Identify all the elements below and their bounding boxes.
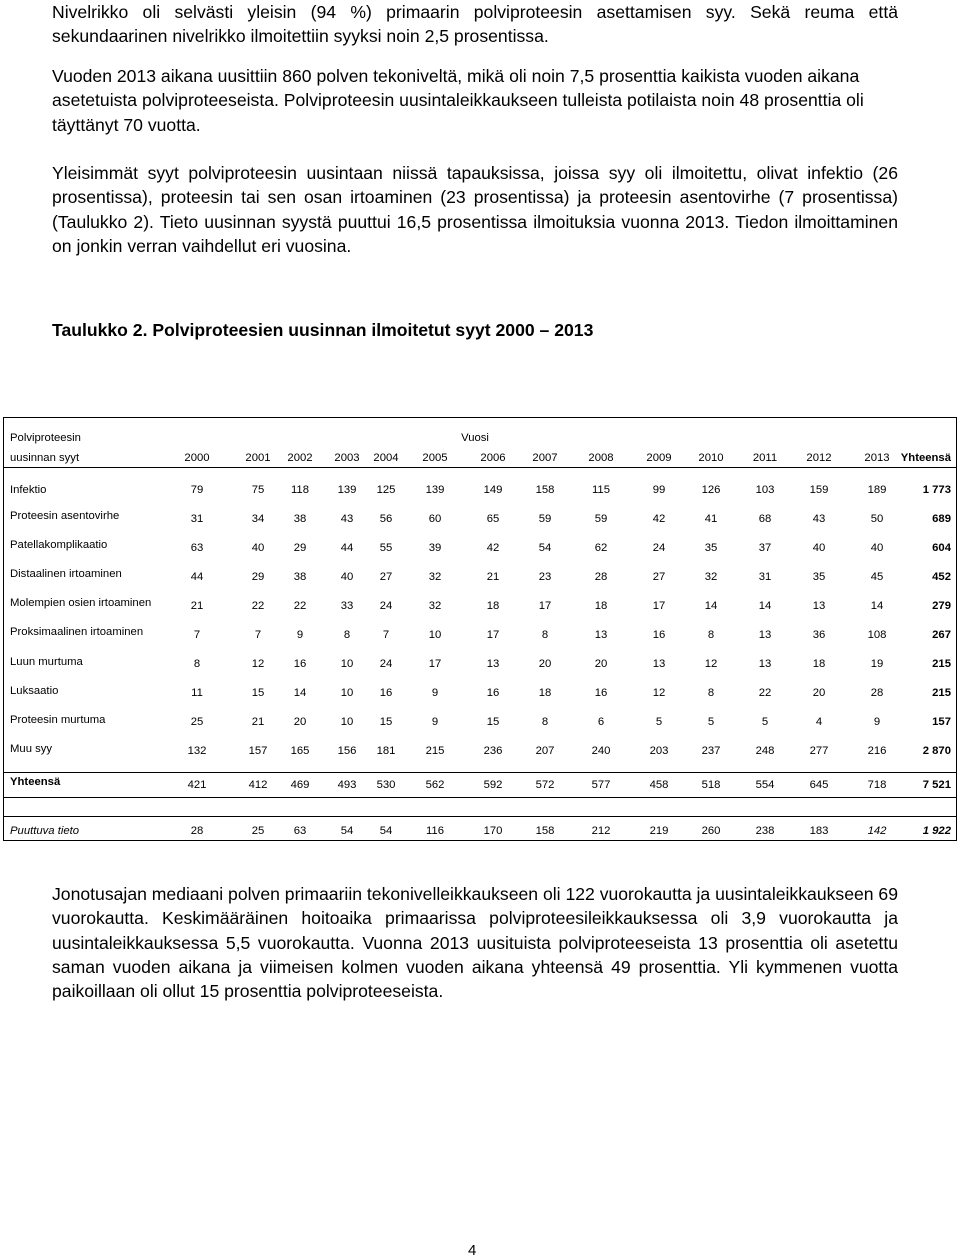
table-row-value: 5: [707, 716, 715, 728]
table-row-value: 10: [428, 629, 442, 641]
table-row-label: Distaalinen irtoaminen: [10, 568, 122, 580]
table-row-value: 158: [535, 484, 555, 496]
header-year: 2002: [287, 452, 313, 464]
header-year: 2011: [752, 452, 778, 464]
table-row-total: 1 773: [922, 484, 951, 496]
table-row-value: 20: [812, 687, 826, 699]
table-row-value: 17: [538, 600, 552, 612]
table-row-value: 40: [870, 542, 884, 554]
total-row-value: 469: [290, 779, 310, 791]
table-row-value: 12: [251, 658, 265, 670]
total-divider-top: [4, 772, 956, 773]
header-year-group: Vuosi: [461, 432, 489, 444]
table-row-value: 216: [867, 745, 887, 757]
table-row-value: 8: [343, 629, 351, 641]
table-row-value: 29: [293, 542, 307, 554]
table-row-value: 32: [704, 571, 718, 583]
page-number: 4: [468, 1242, 477, 1259]
table-row-value: 79: [190, 484, 204, 496]
table-caption: Taulukko 2. Polviproteesien uusinnan ilmoitetut syyt 2000 – 2013: [52, 320, 594, 340]
table-row-value: 27: [652, 571, 666, 583]
missing-row-label: Puuttuva tieto: [10, 825, 80, 837]
table-row-value: 38: [293, 513, 307, 525]
missing-row-value: 183: [809, 825, 829, 837]
table-row-value: 39: [428, 542, 442, 554]
table-row-value: 24: [379, 658, 393, 670]
total-row-value: 493: [337, 779, 357, 791]
total-divider-bottom: [4, 797, 956, 798]
missing-row-value: 54: [340, 825, 354, 837]
total-row-value: 562: [425, 779, 445, 791]
table-row-value: 16: [486, 687, 500, 699]
table-row-total: 279: [932, 600, 951, 612]
table-row-value: 40: [812, 542, 826, 554]
table-row-value: 19: [870, 658, 884, 670]
table-row-value: 5: [655, 716, 663, 728]
table-row-label: Patellakomplikaatio: [10, 539, 108, 551]
table-row-value: 277: [809, 745, 829, 757]
table-row-value: 8: [541, 629, 549, 641]
table-row-value: 44: [190, 571, 204, 583]
table-row-value: 28: [870, 687, 884, 699]
table-row-total: 157: [932, 716, 951, 728]
table-row-value: 43: [340, 513, 354, 525]
table-row-value: 240: [591, 745, 611, 757]
table-row-value: 55: [379, 542, 393, 554]
table-row-value: 12: [652, 687, 666, 699]
table-row-value: 12: [704, 658, 718, 670]
table-row-value: 22: [293, 600, 307, 612]
table-row-value: 22: [758, 687, 772, 699]
table-row-value: 189: [867, 484, 887, 496]
missing-row-value: 116: [425, 825, 445, 837]
total-row-total: 7 521: [922, 779, 951, 791]
table-row-value: 35: [704, 542, 718, 554]
header-year: 2010: [698, 452, 724, 464]
table-row-total: 689: [932, 513, 951, 525]
table-row-value: 56: [379, 513, 393, 525]
table-row-value: 9: [296, 629, 304, 641]
table-row-total: 452: [932, 571, 951, 583]
table-row-value: 13: [812, 600, 826, 612]
table-row-value: 24: [652, 542, 666, 554]
table-row-value: 31: [190, 513, 204, 525]
total-row-value: 554: [755, 779, 775, 791]
header-divider: [4, 467, 956, 468]
table-row-total: 215: [932, 658, 951, 670]
table-row-value: 24: [379, 600, 393, 612]
table-row-value: 29: [251, 571, 265, 583]
table-row-value: 139: [337, 484, 357, 496]
table-row-value: 14: [293, 687, 307, 699]
table-row-value: 40: [340, 571, 354, 583]
missing-row-value: 158: [535, 825, 555, 837]
table-row-label: Proteesin murtuma: [10, 714, 106, 726]
table-row-value: 20: [594, 658, 608, 670]
table-row-label: Infektio: [10, 484, 47, 496]
header-year: 2012: [806, 452, 832, 464]
table-row-value: 13: [594, 629, 608, 641]
table-row-value: 9: [873, 716, 881, 728]
revision-causes-paragraph: Yleisimmät syyt polviproteesin uusintaan niissä tapauksissa, joissa syy oli ilmoitettu, olivat infektio (26 prosentissa), proteesin tai sen osan irtoaminen (23 prosentissa) ja proteesin asentovirhe (7 prosentissa) (Taulukko 2). Tieto uusinnan syystä puuttui 16,5 prosentissa ilmoituksia vuonna 2013. Tiedon ilmoittaminen on jonkin verran vaihdellut eri vuosina.: [52, 163, 898, 256]
table-row-value: 248: [755, 745, 775, 757]
table-row-value: 60: [428, 513, 442, 525]
table-row-value: 215: [425, 745, 445, 757]
total-row-label: Yhteensä: [10, 776, 61, 788]
table-row-value: 18: [594, 600, 608, 612]
table-row-value: 132: [187, 745, 207, 757]
header-year: 2001: [245, 452, 271, 464]
missing-row-value: 54: [379, 825, 393, 837]
table-row-value: 54: [538, 542, 552, 554]
table-row-value: 31: [758, 571, 772, 583]
missing-row-value: 28: [190, 825, 204, 837]
missing-row-value: 25: [251, 825, 265, 837]
missing-row-value: 219: [649, 825, 669, 837]
table-row-total: 604: [932, 542, 951, 554]
table-row-value: 32: [428, 600, 442, 612]
table-row-label: Luksaatio: [10, 685, 59, 697]
table-row-value: 237: [701, 745, 721, 757]
table-row-value: 21: [486, 571, 500, 583]
table-row-value: 75: [251, 484, 265, 496]
table-row-value: 7: [193, 629, 201, 641]
table-row-value: 118: [290, 484, 310, 496]
table-row-value: 181: [376, 745, 396, 757]
table-row-value: 156: [337, 745, 357, 757]
total-row-value: 421: [187, 779, 207, 791]
table-row-value: 40: [251, 542, 265, 554]
header-total: Yhteensä: [900, 452, 951, 464]
table-row-value: 21: [251, 716, 265, 728]
header-year: 2007: [532, 452, 558, 464]
table-row-value: 59: [594, 513, 608, 525]
table-row-value: 63: [190, 542, 204, 554]
missing-divider: [4, 816, 956, 817]
header-year: 2013: [864, 452, 890, 464]
table-row-value: 23: [538, 571, 552, 583]
table-row-value: 125: [376, 484, 396, 496]
table-row-value: 20: [538, 658, 552, 670]
table-row-value: 9: [431, 687, 439, 699]
table-row-value: 28: [594, 571, 608, 583]
table-row-label: Proteesin asentovirhe: [10, 510, 120, 522]
table-row-value: 33: [340, 600, 354, 612]
header-year: 2000: [184, 452, 210, 464]
table-row-value: 4: [815, 716, 823, 728]
header-row-label-line2: uusinnan syyt: [10, 452, 80, 464]
header-year: 2004: [373, 452, 399, 464]
table-row-value: 165: [290, 745, 310, 757]
table-row-value: 38: [293, 571, 307, 583]
table-row-value: 65: [486, 513, 500, 525]
missing-row-value: 212: [591, 825, 611, 837]
missing-row-value: 238: [755, 825, 775, 837]
missing-row-value: 260: [701, 825, 721, 837]
intro-paragraph: Nivelrikko oli selvästi yleisin (94 %) primaarin polviproteesin asettamisen syy. Sekä reuma että sekundaarinen nivelrikko ilmoitettiin syyksi noin 2,5 prosentissa.: [52, 2, 898, 47]
header-year: 2006: [480, 452, 506, 464]
table-row-value: 13: [758, 658, 772, 670]
table-row-value: 18: [812, 658, 826, 670]
table-row-value: 37: [758, 542, 772, 554]
table-row-value: 159: [809, 484, 829, 496]
table-row-value: 21: [190, 600, 204, 612]
table-row-value: 15: [486, 716, 500, 728]
table-row-value: 14: [870, 600, 884, 612]
table-row-label: Proksimaalinen irtoaminen: [10, 626, 144, 638]
table-row-value: 115: [591, 484, 611, 496]
table-row-value: 157: [248, 745, 268, 757]
table-row-value: 15: [379, 716, 393, 728]
table-row-total: 215: [932, 687, 951, 699]
table-row-value: 13: [652, 658, 666, 670]
table-row-value: 41: [704, 513, 718, 525]
table-row-value: 14: [758, 600, 772, 612]
table-row-value: 16: [293, 658, 307, 670]
table-row-value: 34: [251, 513, 265, 525]
table-row-value: 16: [379, 687, 393, 699]
table-row-value: 126: [701, 484, 721, 496]
total-row-value: 592: [483, 779, 503, 791]
table-row-value: 18: [486, 600, 500, 612]
table-row-value: 203: [649, 745, 669, 757]
table-row-value: 35: [812, 571, 826, 583]
table-row-value: 59: [538, 513, 552, 525]
missing-row-value: 170: [483, 825, 503, 837]
table-row-value: 16: [594, 687, 608, 699]
table-row-value: 207: [535, 745, 555, 757]
table-row-value: 45: [870, 571, 884, 583]
table-row-value: 25: [190, 716, 204, 728]
total-row-value: 572: [535, 779, 555, 791]
waiting-time-paragraph: Jonotusajan mediaani polven primaariin tekonivelleikkaukseen oli 122 vuorokautta ja uusintaleikkaukseen 69 vuorokautta. Keskimääräinen hoitoaika primaarissa polviproteesileikkauksessa oli 3,9 vuorokautta ja uusintaleikkauksessa 5,5 vuorokautta. Vuonna 2013 uusituista polviproteeseista 13 prosenttia oli asetettu saman vuoden aikana ja viimeisen kolmen vuoden aikana yhteensä 49 prosenttia. Yli kymmenen vuotta paikoillaan oli ollut 15 prosenttia polviproteeseista.: [52, 884, 899, 1002]
revision-count-paragraph: Vuoden 2013 aikana uusittiin 860 polven tekoniveltä, mikä oli noin 7,5 prosenttia kaikista vuoden aikana asetetuista polviproteeseista. Polviproteesin uusintaleikkaukseen tulleista potilaista noin 48 prosenttia oli täyttänyt 70 vuotta.: [52, 66, 864, 135]
total-row-value: 718: [867, 779, 887, 791]
table-row-value: 14: [704, 600, 718, 612]
table-row-value: 18: [538, 687, 552, 699]
missing-row-value: 142: [867, 825, 887, 837]
table-row-value: 42: [652, 513, 666, 525]
table-row-value: 42: [486, 542, 500, 554]
header-year: 2009: [646, 452, 672, 464]
table-row-value: 8: [707, 629, 715, 641]
revision-causes-table: [3, 417, 957, 841]
table-row-value: 11: [191, 687, 203, 699]
table-row-value: 6: [597, 716, 605, 728]
table-row-value: 8: [541, 716, 549, 728]
table-row-value: 13: [758, 629, 772, 641]
table-row-value: 8: [707, 687, 715, 699]
header-year: 2003: [334, 452, 360, 464]
table-row-value: 139: [425, 484, 445, 496]
table-row-label: Molempien osien irtoaminen: [10, 597, 152, 609]
table-row-value: 32: [428, 571, 442, 583]
table-row-value: 43: [812, 513, 826, 525]
table-row-value: 7: [254, 629, 262, 641]
table-row-value: 108: [867, 629, 887, 641]
table-row-value: 27: [379, 571, 393, 583]
table-row-value: 5: [761, 716, 769, 728]
table-row-value: 10: [340, 687, 354, 699]
header-year: 2008: [588, 452, 614, 464]
missing-row-value: 63: [293, 825, 307, 837]
table-row-value: 16: [652, 629, 666, 641]
table-row-value: 10: [340, 716, 354, 728]
total-row-value: 577: [591, 779, 611, 791]
total-row-value: 530: [376, 779, 396, 791]
missing-row-total: 1 922: [922, 825, 951, 837]
table-row-value: 44: [340, 542, 354, 554]
table-row-value: 22: [251, 600, 265, 612]
table-row-value: 103: [755, 484, 775, 496]
table-row-value: 9: [431, 716, 439, 728]
table-row-value: 17: [652, 600, 666, 612]
table-row-value: 68: [758, 513, 772, 525]
table-row-total: 267: [932, 629, 951, 641]
table-row-value: 149: [483, 484, 503, 496]
table-row-value: 99: [652, 484, 666, 496]
table-row-value: 17: [486, 629, 500, 641]
table-row-value: 50: [870, 513, 884, 525]
table-row-label: Luun murtuma: [10, 656, 83, 668]
header-year: 2005: [422, 452, 448, 464]
table-row-value: 15: [251, 687, 265, 699]
table-row-value: 36: [812, 629, 826, 641]
table-row-value: 7: [382, 629, 390, 641]
table-row-label: Muu syy: [10, 743, 53, 755]
total-row-value: 458: [649, 779, 669, 791]
total-row-value: 645: [809, 779, 829, 791]
table-row-value: 17: [428, 658, 442, 670]
table-row-value: 10: [340, 658, 354, 670]
table-row-value: 8: [193, 658, 201, 670]
total-row-value: 412: [248, 779, 268, 791]
table-row-value: 13: [486, 658, 500, 670]
table-row-value: 236: [483, 745, 503, 757]
total-row-value: 518: [701, 779, 721, 791]
table-row-total: 2 870: [922, 745, 951, 757]
table-row-value: 62: [594, 542, 608, 554]
table-row-value: 20: [293, 716, 307, 728]
header-row-label-line1: Polviproteesin: [10, 432, 81, 444]
